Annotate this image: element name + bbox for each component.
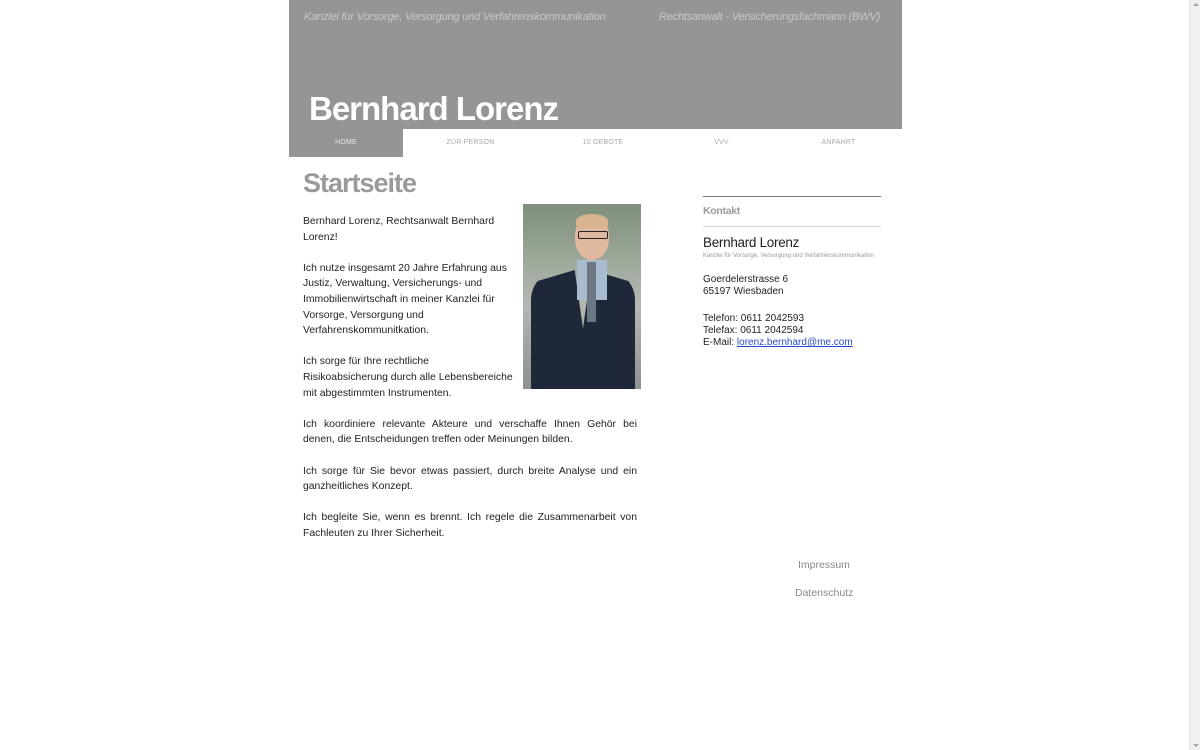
contact-phone: Telefon: 0611 2042593 [703,313,805,324]
analysis-paragraph: Ich sorge für Sie bevor etwas passiert, durch breite Analyse und ein ganzheitliches Konzept. [303,465,637,493]
nav-item-home[interactable]: HOME [289,129,403,157]
contact-address [703,274,881,298]
photo-tie-shape [587,262,596,322]
address-street: Goerdelerstrasse 6 [703,274,789,285]
datenschutz-link[interactable]: Datenschutz [795,587,854,599]
experience-paragraph: Ich nutze insgesamt 20 Jahre Erfahrung aus Justiz, Verwaltung, Versicherungs- und Immobilienwirtschaft in meiner Kanzlei für Vorsorge, Versorgung und Verfahrenskommunitkation. [303,262,507,337]
photo-glasses-shape [578,231,608,239]
main-content [303,166,637,557]
intro-paragraph: Bernhard Lorenz, Rechtsanwalt Bernhard Lorenz! [303,216,495,243]
impressum-link[interactable]: Impressum [798,559,850,571]
address-city: 65197 Wiesbaden [703,286,784,297]
contact-sidebar [703,196,881,349]
risk-paragraph: Ich sorge für Ihre rechtliche Risikoabsicherung durch alle Lebensbereiche mit abgestimmten Instrumenten. [303,356,513,399]
site-title[interactable]: Bernhard Lorenz [309,90,559,127]
photo-hair-shape [576,214,608,228]
vertical-scrollbar[interactable] [1189,0,1200,750]
contact-name: Bernhard Lorenz [703,235,800,250]
header-tagline-right: Rechtsanwalt - Versicherungsfachmann (BWV) [659,11,881,23]
sidebar-divider-top [703,196,881,197]
contact-details [703,313,881,349]
main-nav [289,129,902,157]
contact-email-row [703,337,881,349]
nav-item-anfahrt[interactable]: ANFAHRT [821,139,856,146]
portrait-photo [523,204,641,389]
nav-item-10-gebote[interactable]: 10 GEBOTE [582,139,624,146]
site-header [289,0,902,129]
scroll-up-arrow-icon[interactable] [1193,3,1199,6]
nav-item-vvv[interactable]: VVV [714,139,729,146]
contact-heading: Kontakt [703,205,740,217]
support-paragraph: Ich begleite Sie, wenn es brennt. Ich regele die Zusammenarbeit von Fachleuten zu Ihrer Sicherheit. [303,512,637,539]
email-label: E-Mail: [703,337,737,348]
header-tagline-left: Kanzlei für Vorsorge, Versorgung und Verfahrenskommunikation [304,11,606,23]
contact-subtitle: Kanzlei für Vorsorge, Versorgung und Verfahrenskommunikation [703,253,874,259]
scroll-down-arrow-icon[interactable] [1193,744,1199,747]
nav-item-zur-person[interactable]: ZUR PERSON [446,139,495,146]
page-title: Startseite [303,168,417,198]
sidebar-divider [703,226,881,227]
contact-fax: Telefax: 0611 2042594 [703,325,804,336]
coordination-paragraph: Ich koordiniere relevante Akteure und verschaffe Ihnen Gehör bei denen, die Entscheidungen treffen oder Meinungen bilden. [303,418,637,446]
email-link[interactable]: lorenz.bernhard@me.com [736,337,853,348]
